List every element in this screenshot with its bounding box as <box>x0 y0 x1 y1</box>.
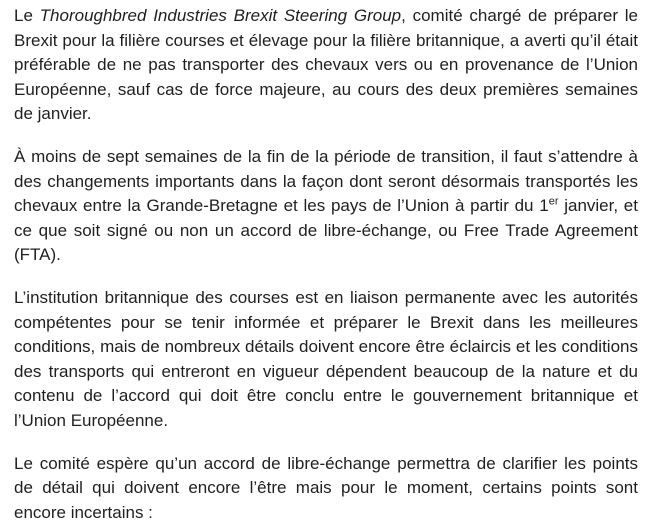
paragraph-1-intro: Le <box>14 6 40 25</box>
paragraph-1 <box>14 4 638 127</box>
article-body <box>14 4 638 525</box>
paragraph-3: L’institution britannique des courses est en liaison permanente avec les autorités compétentes pour se tenir informée et préparer le Brexit dans les meilleures conditions, mais de nombreux détails doivent encore être éclaircis et les conditions des transports qui entreront en vigueur dépendent beaucoup de la nature et du contenu de l’accord qui doit être conclu entre le gouvernement britannique et l’Union Européenne. <box>14 287 638 430</box>
paragraph-1-text: , comité chargé de préparer le Brexit pour la filière courses et élevage pour la filière britannique, a averti qu’il était préférable de ne pas transporter des chevaux vers ou en provenance de l’Union Européenne, sauf cas de force majeure, au cours des deux premières semaines de janvier. <box>14 6 638 124</box>
ordinal-superscript: er <box>548 195 559 208</box>
paragraph-4: Le comité espère qu’un accord de libre-échange permettra de clarifier les points de détail qui doivent encore l’être mais pour le moment, certains points sont encore incertains : <box>14 453 638 522</box>
steering-group-name: Thoroughbred Industries Brexit Steering Group <box>39 6 402 25</box>
paragraph-2 <box>14 145 638 268</box>
paragraph-2-tail: janvier, et ce que soit signé ou non un accord de libre-échange, ou Free Trade Agreement (FTA). <box>14 196 638 265</box>
paragraph-2-text: À moins de sept semaines de la fin de la période de transition, il faut s’attendre à des changements importants dans la façon dont seront désormais transportés les chevaux entre la Grande-Bretagne et les pays de l’Union à partir du 1 <box>14 146 638 216</box>
